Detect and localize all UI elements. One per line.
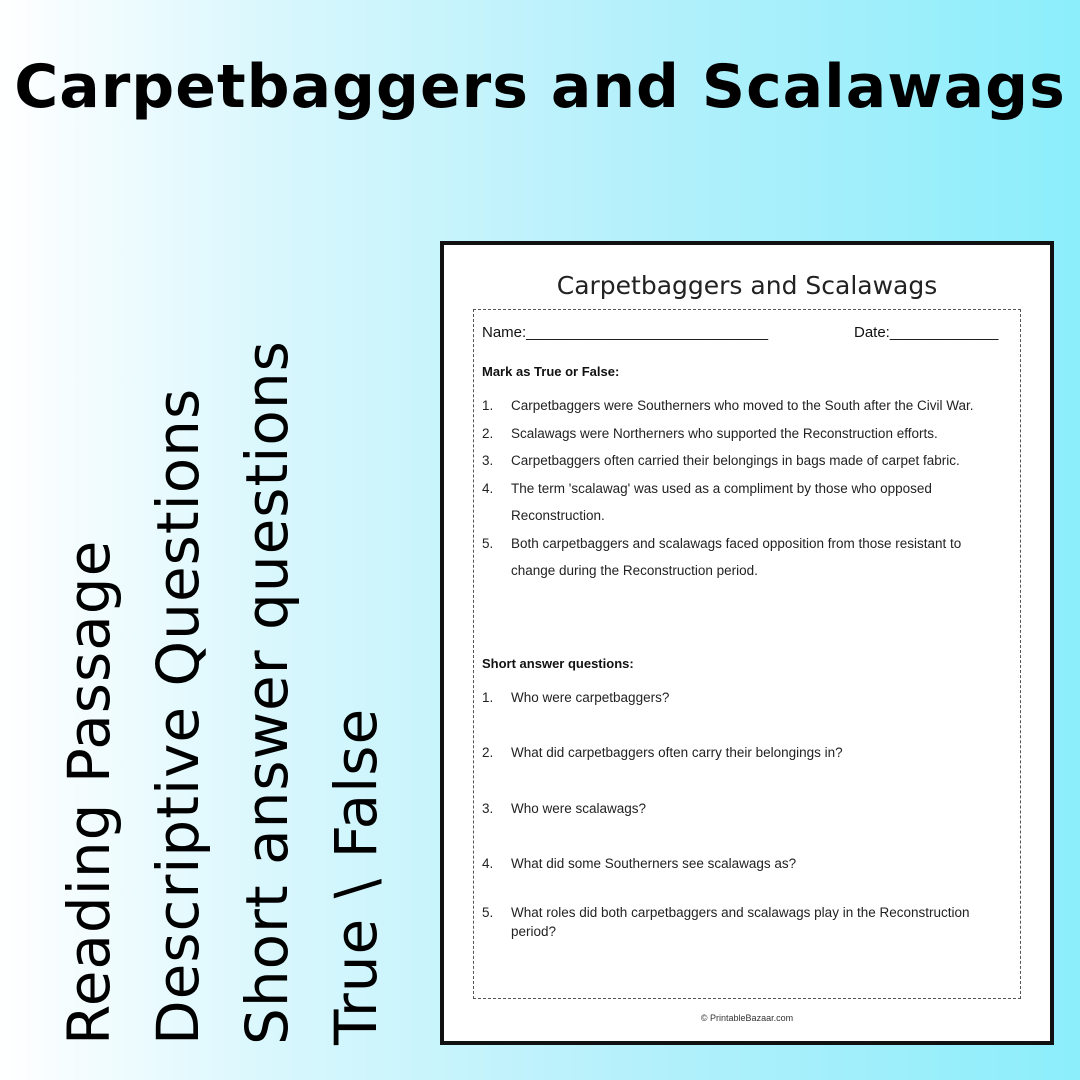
- item-number: 5.: [482, 905, 494, 920]
- list-item: [482, 420, 992, 448]
- item-text: Both carpetbaggers and scalawags faced opposition from those resistant to change during the Reconstruction period.: [511, 535, 962, 578]
- list-item: [482, 447, 992, 475]
- short-answer-heading: Short answer questions:: [482, 656, 634, 671]
- list-item: [482, 475, 992, 530]
- side-label-reading-passage: Reading Passage: [55, 539, 123, 1045]
- item-number: 3.: [482, 801, 494, 816]
- true-false-list: [482, 392, 992, 585]
- item-number: 4.: [482, 480, 494, 496]
- list-item: [482, 799, 992, 854]
- date-field: Date:_____________: [854, 324, 999, 341]
- list-item: [482, 854, 992, 903]
- worksheet-title: Carpetbaggers and Scalawags: [556, 271, 938, 300]
- side-label-true-false: True \ False: [322, 707, 390, 1045]
- item-text: Who were carpetbaggers?: [511, 690, 670, 705]
- item-text: Who were scalawags?: [511, 801, 647, 816]
- list-item: [482, 530, 992, 585]
- worksheet-body: [473, 309, 1021, 999]
- item-number: 5.: [482, 535, 494, 551]
- worksheet-preview: [440, 241, 1054, 1045]
- side-label-short-answer: Short answer questions: [233, 340, 301, 1045]
- item-text: What did carpetbaggers often carry their belongings in?: [511, 745, 843, 760]
- list-item: [482, 903, 992, 941]
- item-text: Carpetbaggers were Southerners who moved to the South after the Civil War.: [511, 398, 974, 413]
- side-labels: [45, 285, 401, 1045]
- banner-title: Carpetbaggers and Scalawags: [14, 52, 1066, 122]
- item-text: Carpetbaggers often carried their belongings in bags made of carpet fabric.: [511, 453, 960, 468]
- item-text: The term 'scalawag' was used as a compliment by those who opposed Reconstruction.: [511, 480, 932, 523]
- item-text: What did some Southerners see scalawags as?: [511, 856, 797, 871]
- side-label-descriptive-questions: Descriptive Questions: [144, 387, 212, 1045]
- list-item: [482, 688, 992, 743]
- item-number: 4.: [482, 856, 494, 871]
- name-field: Name:_____________________________: [482, 324, 769, 341]
- item-number: 1.: [482, 690, 494, 705]
- list-item: [482, 392, 992, 420]
- copyright-text: © PrintableBazaar.com: [700, 1013, 794, 1023]
- item-text: Scalawags were Northerners who supported the Reconstruction efforts.: [511, 425, 938, 441]
- item-text: What roles did both carpetbaggers and scalawags play in the Reconstruction period?: [511, 905, 970, 939]
- item-number: 2.: [482, 745, 494, 760]
- short-answer-list: [482, 688, 992, 941]
- list-item: [482, 743, 992, 799]
- true-false-heading: Mark as True or False:: [482, 364, 620, 379]
- item-number: 3.: [482, 453, 494, 468]
- item-number: 1.: [482, 398, 494, 413]
- item-number: 2.: [482, 425, 494, 441]
